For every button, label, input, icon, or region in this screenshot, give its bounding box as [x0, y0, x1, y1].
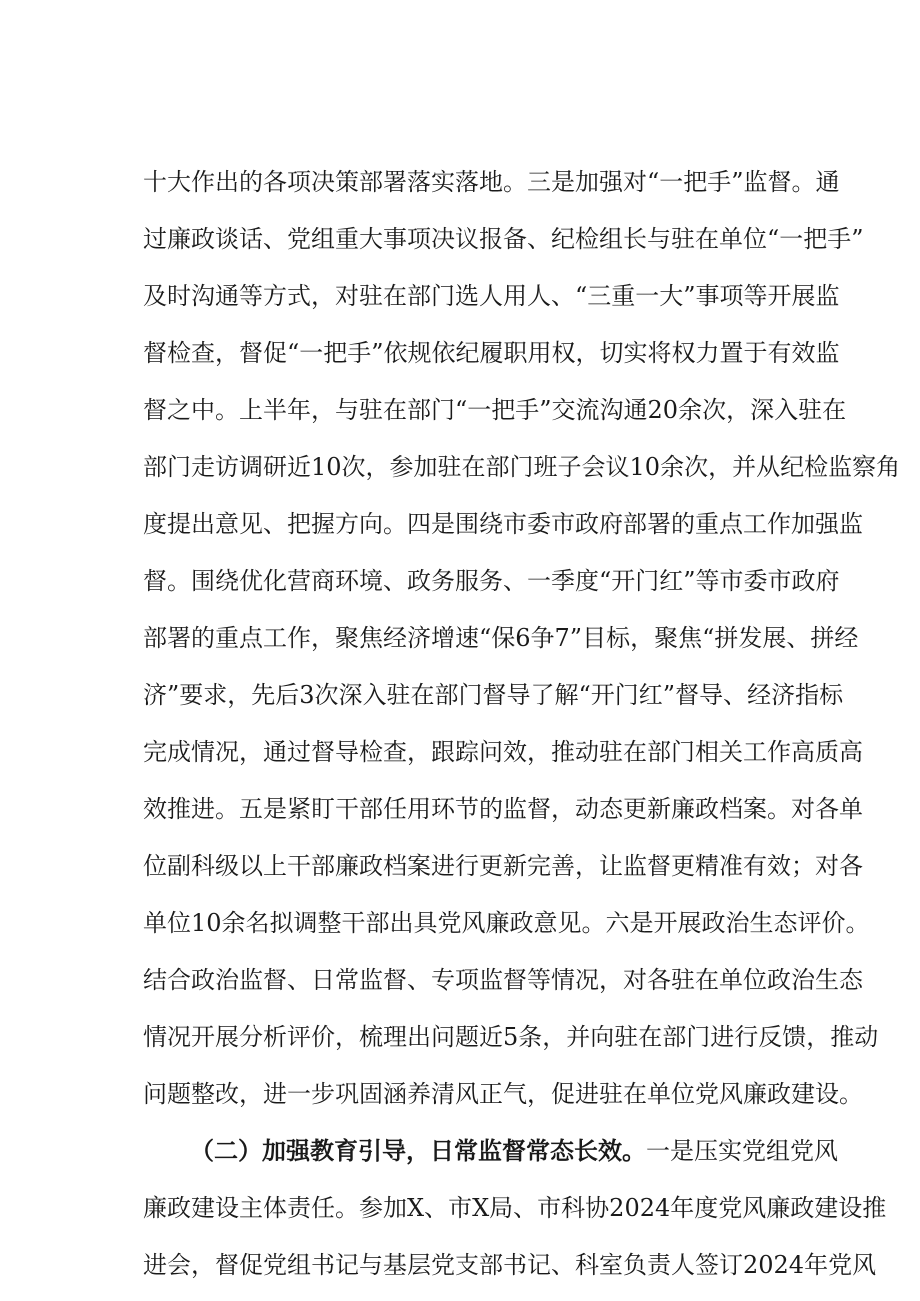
body-line-16: 情况开展分析评价，梳理出问题近5条，并向驻在部门进行反馈，推动	[143, 1023, 879, 1051]
body-line-11: 完成情况，通过督导检查，跟踪问效，推动驻在部门相关工作高质高	[143, 738, 863, 766]
body-line-5: 督之中。上半年，与驻在部门“一把手”交流沟通20余次，深入驻在	[143, 396, 847, 424]
section-2-heading: （二）加强教育引导，日常监督常态长效。	[190, 1136, 646, 1165]
body-line-7: 度提出意见、把握方向。四是围绕市委市政府部署的重点工作加强监	[143, 510, 863, 538]
body-line-4: 督检查，督促“一把手”依规依纪履职用权，切实将权力置于有效监	[143, 339, 840, 367]
body-line-1: 十大作出的各项决策部署落实落地。三是加强对“一把手”监督。通	[143, 168, 840, 196]
section-2-first-line	[190, 1131, 838, 1171]
body-line-9: 部署的重点工作，聚焦经济增速“保6争7”目标，聚焦“拼发展、拼经	[143, 624, 859, 652]
body-line-8: 督。围绕优化营商环境、政务服务、一季度“开门红”等市委市政府	[143, 567, 840, 595]
body-line-12: 效推进。五是紧盯干部任用环节的监督，动态更新廉政档案。对各单	[143, 795, 863, 823]
body-line-13: 位副科级以上干部廉政档案进行更新完善，让监督更精准有效；对各	[143, 852, 863, 880]
body-line-15: 结合政治监督、日常监督、专项监督等情况，对各驻在单位政治生态	[143, 966, 863, 994]
body-line-6: 部门走访调研近10次，参加驻在部门班子会议10余次，并从纪检监察角	[143, 453, 901, 481]
body-line-3: 及时沟通等方式，对驻在部门选人用人、“三重一大”事项等开展监	[143, 282, 840, 310]
body-line-10: 济”要求，先后3次深入驻在部门督导了解“开门红”督导、经济指标	[143, 681, 844, 709]
body-line-14: 单位10余名拟调整干部出具党风廉政意见。六是开展政治生态评价。	[143, 909, 870, 937]
section-2-text: 一是压实党组党风	[646, 1137, 838, 1165]
body-line-17: 问题整改，进一步巩固涵养清风正气，促进驻在单位党风廉政建设。	[143, 1080, 863, 1108]
section-2-line-3: 进会，督促党组书记与基层党支部书记、科室负责人签订2024年党风	[143, 1251, 877, 1279]
section-2-line-2: 廉政建设主体责任。参加X、市X局、市科协2024年度党风廉政建设推	[143, 1194, 887, 1222]
body-line-2: 过廉政谈话、党组重大事项决议报备、纪检组长与驻在单位“一把手”	[143, 225, 864, 253]
